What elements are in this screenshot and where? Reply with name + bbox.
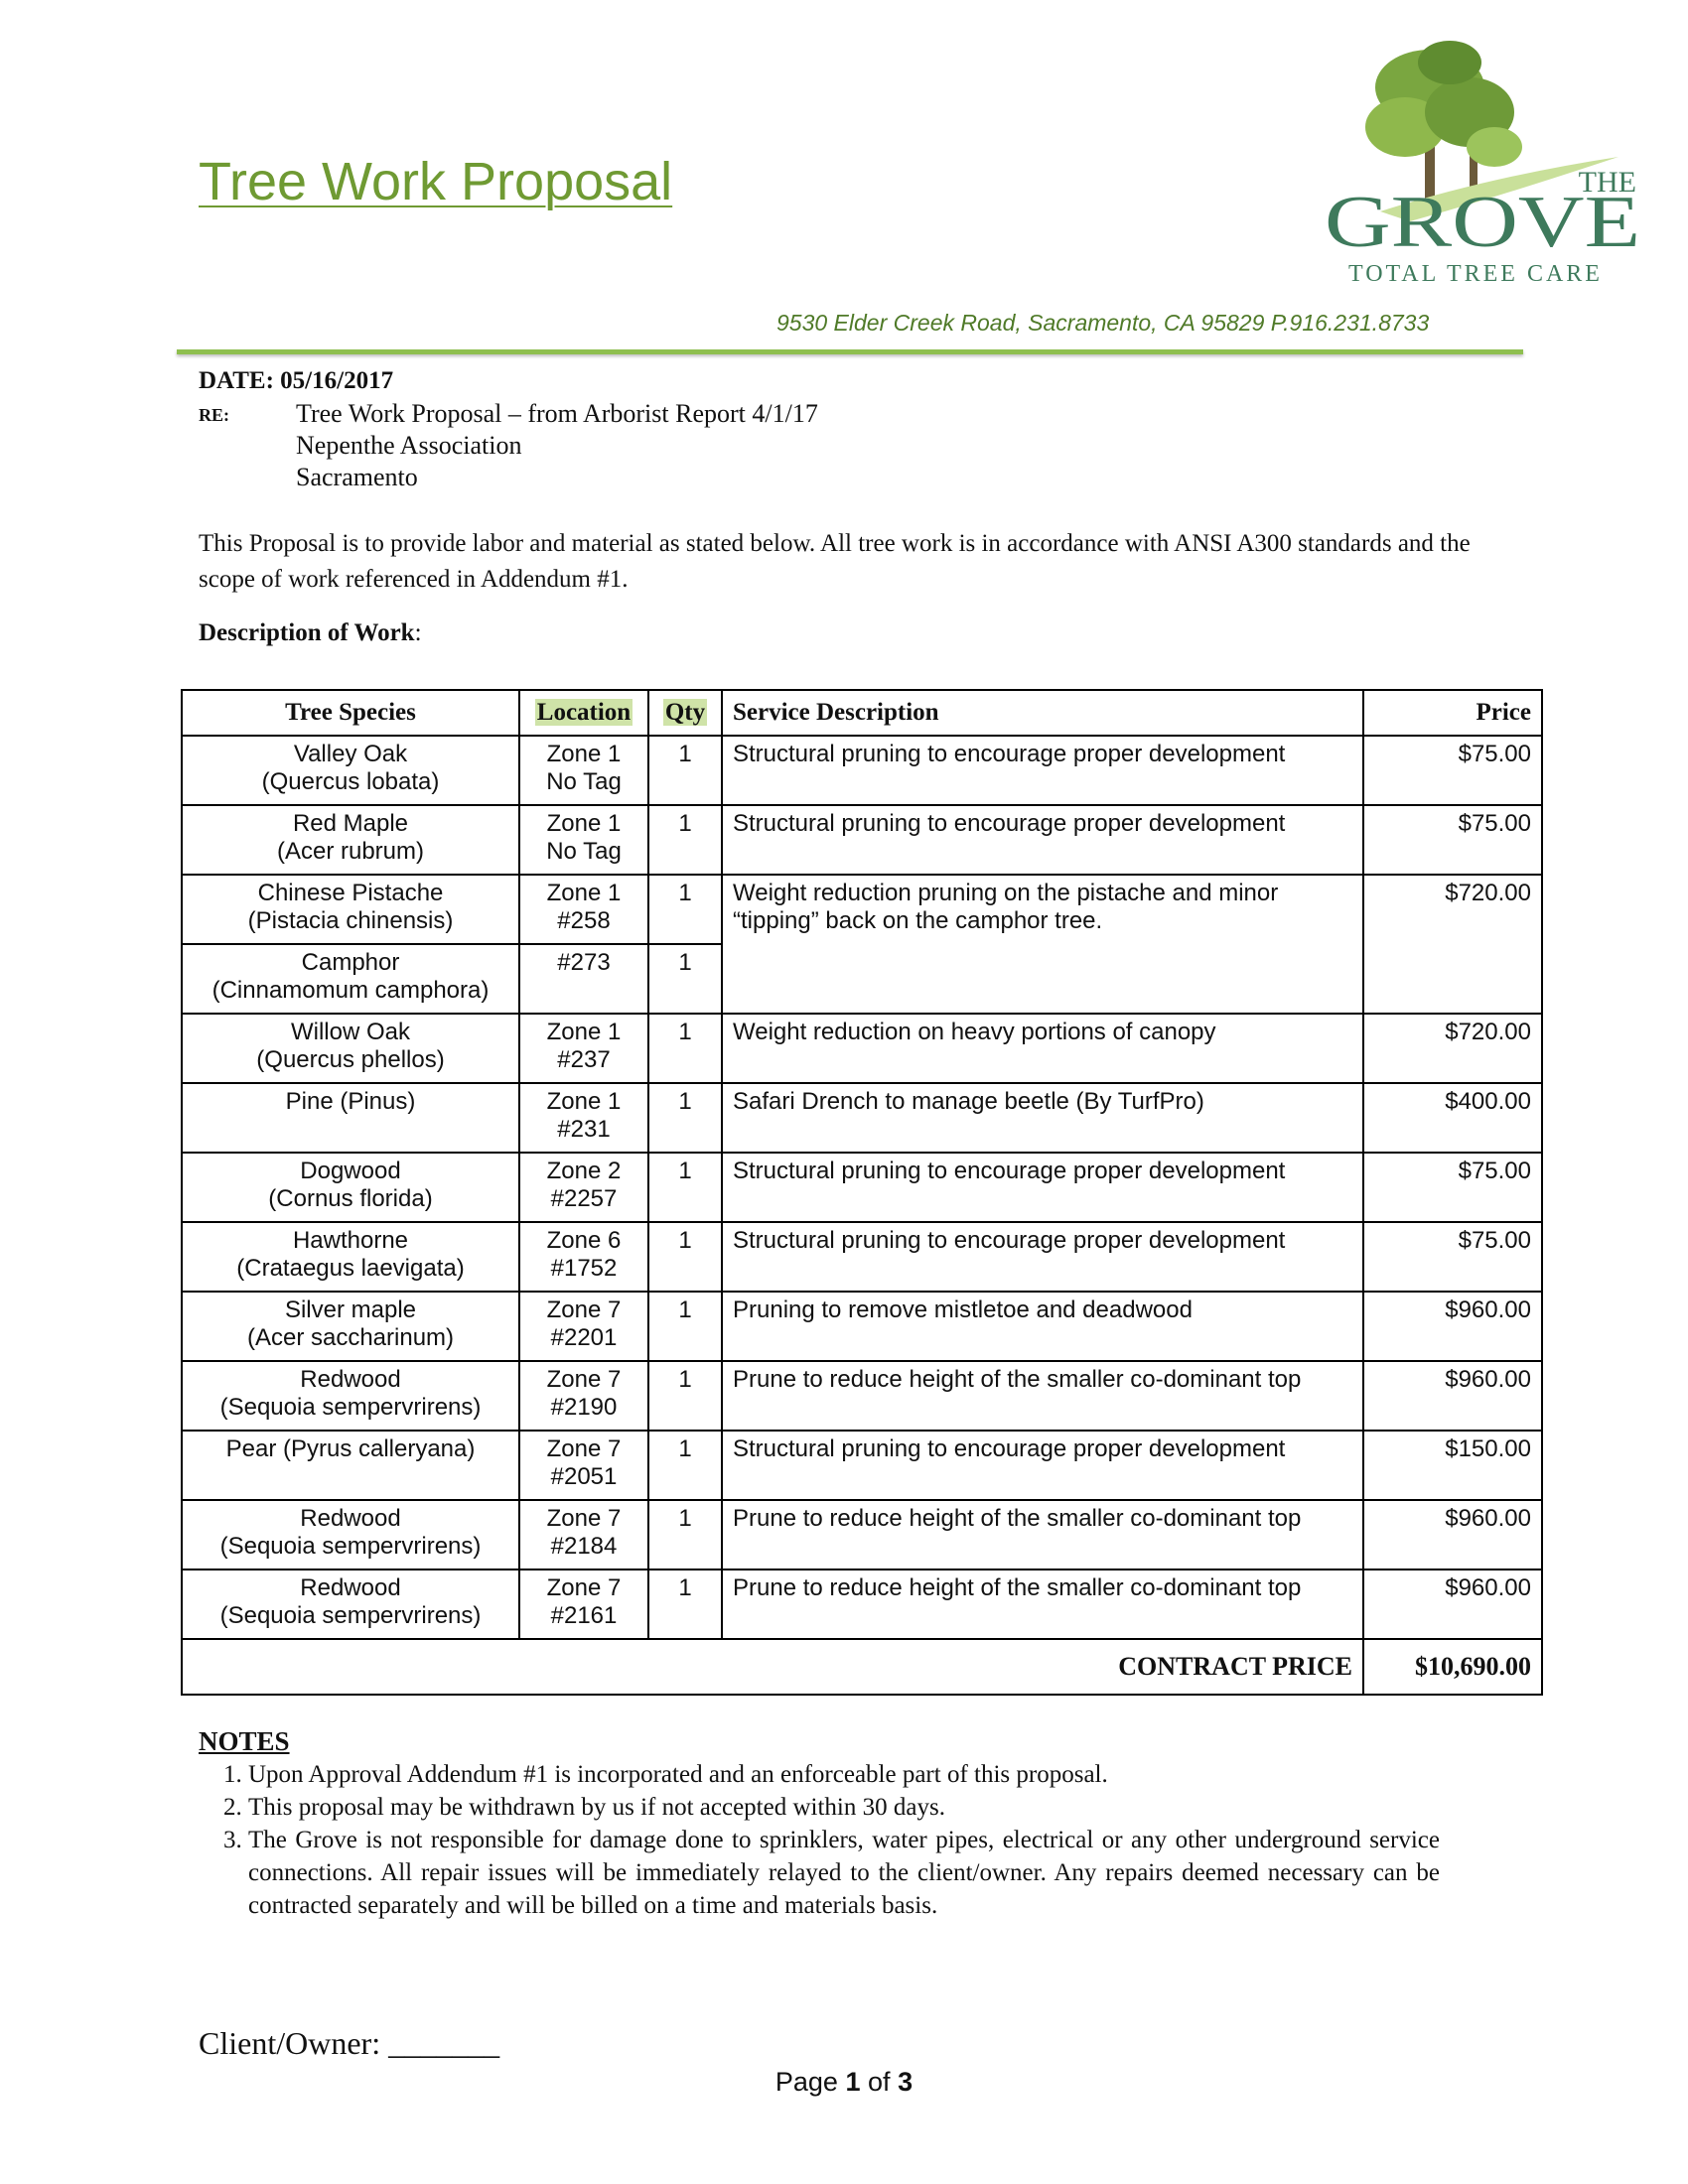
re-line-city: Sacramento bbox=[296, 463, 418, 491]
cell-qty: 1 bbox=[648, 1361, 722, 1431]
cell-qty: 1 bbox=[648, 1500, 722, 1570]
location-zone: Zone 7 bbox=[546, 1366, 622, 1393]
cell-qty: 1 bbox=[648, 944, 722, 1014]
location-tag: #2051 bbox=[550, 1463, 618, 1490]
location-tag: #258 bbox=[557, 907, 611, 934]
cell-price: $960.00 bbox=[1363, 1500, 1542, 1570]
cell-location bbox=[519, 1500, 648, 1570]
table-row bbox=[182, 1500, 1542, 1570]
location-tag: #2190 bbox=[550, 1394, 618, 1421]
location-zone: Zone 1 bbox=[546, 1088, 622, 1115]
table-row bbox=[182, 1222, 1542, 1292]
species-latin: (Crataegus laevigata) bbox=[236, 1255, 465, 1282]
location-zone: Zone 6 bbox=[546, 1227, 622, 1254]
cell-price-merged: $720.00 bbox=[1363, 875, 1542, 1014]
species-common: Chinese Pistache bbox=[257, 880, 444, 906]
cell-location bbox=[519, 875, 648, 944]
species-common: Silver maple bbox=[284, 1297, 417, 1323]
cell-service: Prune to reduce height of the smaller co-dominant top bbox=[722, 1500, 1363, 1570]
page-prefix: Page bbox=[774, 2067, 838, 2097]
cell-service: Weight reduction on heavy portions of canopy bbox=[722, 1014, 1363, 1083]
contract-price-label: CONTRACT PRICE bbox=[182, 1639, 1363, 1695]
species-common: Redwood bbox=[300, 1366, 401, 1393]
species-common: Redwood bbox=[300, 1505, 401, 1532]
cell-service: Structural pruning to encourage proper development bbox=[722, 1222, 1363, 1292]
note-item: 1. Upon Approval Addendum #1 is incorporated and an enforceable part of this proposal. bbox=[248, 1758, 1440, 1791]
species-latin: (Cornus florida) bbox=[268, 1185, 433, 1212]
cell-species bbox=[182, 875, 519, 944]
client-signature-line: Client/Owner: _______ bbox=[199, 2025, 500, 2061]
species-latin: (Sequoia sempervrirens) bbox=[219, 1533, 482, 1560]
header-service: Service Description bbox=[722, 690, 1363, 736]
notes-title: NOTES bbox=[199, 1726, 290, 1756]
table-row bbox=[182, 1014, 1542, 1083]
cell-species bbox=[182, 1153, 519, 1222]
cell-price: $960.00 bbox=[1363, 1292, 1542, 1361]
logo-tagline: TOTAL TREE CARE bbox=[1348, 261, 1603, 287]
table-row bbox=[182, 1292, 1542, 1361]
page-total: 3 bbox=[898, 2067, 914, 2097]
species-latin: (Acer rubrum) bbox=[276, 838, 425, 865]
cell-location bbox=[519, 1361, 648, 1431]
table-header-row bbox=[182, 690, 1542, 736]
species-common: Pine (Pinus) bbox=[285, 1088, 416, 1115]
location-zone: Zone 7 bbox=[546, 1505, 622, 1532]
location-zone: Zone 1 bbox=[546, 880, 622, 906]
species-common: Pear (Pyrus calleryana) bbox=[225, 1435, 476, 1462]
note-item: 2. This proposal may be withdrawn by us if not accepted within 30 days. bbox=[248, 1791, 1440, 1824]
table-row bbox=[182, 1431, 1542, 1500]
cell-location bbox=[519, 805, 648, 875]
cell-species bbox=[182, 1014, 519, 1083]
location-zone: Zone 7 bbox=[546, 1297, 622, 1323]
table-row bbox=[182, 1153, 1542, 1222]
species-latin: (Sequoia sempervrirens) bbox=[219, 1602, 482, 1629]
cell-service-merged: Weight reduction pruning on the pistache and minor “tipping” back on the camphor tree. bbox=[722, 875, 1363, 1014]
re-line-subject: Tree Work Proposal – from Arborist Report 4/1/17 bbox=[296, 399, 818, 428]
location-zone: Zone 7 bbox=[546, 1435, 622, 1462]
logo-the: THE bbox=[1578, 166, 1636, 199]
cell-qty: 1 bbox=[648, 1431, 722, 1500]
cell-species bbox=[182, 1222, 519, 1292]
note-item: 3. The Grove is not responsible for damage done to sprinklers, water pipes, electrical or any other underground service connections. All repair issues will be immediately relayed to the client/owner. Any repairs deemed necessary can be contracted separately and will be billed on a time and materials basis. bbox=[248, 1824, 1440, 1922]
description-label-text: Description of Work bbox=[199, 619, 415, 646]
cell-price: $75.00 bbox=[1363, 805, 1542, 875]
cell-species bbox=[182, 1083, 519, 1153]
header-location-text: Location bbox=[536, 699, 632, 726]
cell-price: $150.00 bbox=[1363, 1431, 1542, 1500]
location-tag: #2201 bbox=[550, 1324, 618, 1351]
species-common: Willow Oak bbox=[290, 1019, 410, 1045]
cell-location bbox=[519, 1014, 648, 1083]
species-common: Red Maple bbox=[292, 810, 409, 837]
cell-service: Structural pruning to encourage proper development bbox=[722, 736, 1363, 805]
cell-price: $75.00 bbox=[1363, 736, 1542, 805]
cell-price: $400.00 bbox=[1363, 1083, 1542, 1153]
cell-location bbox=[519, 1083, 648, 1153]
description-label-colon: : bbox=[414, 619, 422, 646]
location-tag: #2161 bbox=[550, 1602, 618, 1629]
cell-species bbox=[182, 1361, 519, 1431]
page-number bbox=[0, 2067, 1688, 2098]
location-tag: No Tag bbox=[546, 838, 622, 865]
cell-location bbox=[519, 1153, 648, 1222]
species-common: Dogwood bbox=[300, 1158, 401, 1184]
location-tag: #273 bbox=[557, 949, 611, 976]
header-species: Tree Species bbox=[182, 690, 519, 736]
company-address: 9530 Elder Creek Road, Sacramento, CA 95829 P.916.231.8733 bbox=[776, 310, 1430, 336]
location-tag: #237 bbox=[557, 1046, 611, 1073]
species-common: Redwood bbox=[300, 1574, 401, 1601]
cell-service: Structural pruning to encourage proper development bbox=[722, 1431, 1363, 1500]
cell-qty: 1 bbox=[648, 1083, 722, 1153]
species-latin: (Sequoia sempervrirens) bbox=[219, 1394, 482, 1421]
cell-qty: 1 bbox=[648, 1222, 722, 1292]
location-tag: #2184 bbox=[550, 1533, 618, 1560]
location-zone: Zone 7 bbox=[546, 1574, 622, 1601]
location-tag: #1752 bbox=[550, 1255, 618, 1282]
table-row bbox=[182, 875, 1542, 944]
cell-species bbox=[182, 805, 519, 875]
cell-location bbox=[519, 944, 648, 1014]
cell-price: $720.00 bbox=[1363, 1014, 1542, 1083]
location-zone: Zone 1 bbox=[546, 741, 622, 767]
species-latin: (Pistacia chinensis) bbox=[247, 907, 454, 934]
species-common: Valley Oak bbox=[293, 741, 408, 767]
location-tag: #2257 bbox=[550, 1185, 618, 1212]
cell-qty: 1 bbox=[648, 805, 722, 875]
re-line-client: Nepenthe Association bbox=[296, 431, 522, 460]
cell-qty: 1 bbox=[648, 1292, 722, 1361]
notes-section bbox=[199, 1725, 1440, 1922]
cell-species bbox=[182, 1292, 519, 1361]
location-zone: Zone 2 bbox=[546, 1158, 622, 1184]
table-row bbox=[182, 1083, 1542, 1153]
cell-qty: 1 bbox=[648, 736, 722, 805]
cell-location bbox=[519, 736, 648, 805]
cell-qty: 1 bbox=[648, 875, 722, 944]
species-latin: (Cinnamomum camphora) bbox=[211, 977, 490, 1004]
cell-location bbox=[519, 1570, 648, 1639]
location-tag: No Tag bbox=[546, 768, 622, 795]
re-label: RE: bbox=[199, 405, 229, 425]
contract-price-value: $10,690.00 bbox=[1363, 1639, 1542, 1695]
header-price: Price bbox=[1363, 690, 1542, 736]
table-row bbox=[182, 1361, 1542, 1431]
cell-service: Safari Drench to manage beetle (By TurfPro) bbox=[722, 1083, 1363, 1153]
cell-service: Prune to reduce height of the smaller co-dominant top bbox=[722, 1570, 1363, 1639]
cell-price: $960.00 bbox=[1363, 1570, 1542, 1639]
total-row bbox=[182, 1639, 1542, 1695]
page-current: 1 bbox=[845, 2067, 861, 2097]
page-of: of bbox=[868, 2067, 891, 2097]
proposal-date: DATE: 05/16/2017 bbox=[199, 367, 394, 394]
cell-service: Pruning to remove mistletoe and deadwood bbox=[722, 1292, 1363, 1361]
header-location bbox=[519, 690, 648, 736]
description-label bbox=[199, 619, 422, 647]
cell-qty: 1 bbox=[648, 1153, 722, 1222]
cell-qty: 1 bbox=[648, 1014, 722, 1083]
species-latin: (Quercus phellos) bbox=[256, 1046, 445, 1073]
header-qty bbox=[648, 690, 722, 736]
header-divider bbox=[177, 349, 1523, 354]
cell-location bbox=[519, 1431, 648, 1500]
cell-species bbox=[182, 1570, 519, 1639]
species-common: Camphor bbox=[301, 949, 400, 976]
cell-location bbox=[519, 1222, 648, 1292]
notes-list bbox=[199, 1758, 1440, 1922]
cell-species bbox=[182, 1500, 519, 1570]
header-qty-text: Qty bbox=[664, 699, 706, 726]
table-row bbox=[182, 1570, 1542, 1639]
cell-price: $960.00 bbox=[1363, 1361, 1542, 1431]
page-title: Tree Work Proposal bbox=[199, 152, 673, 211]
logo-grove: GROVE bbox=[1325, 182, 1640, 263]
cell-location bbox=[519, 1292, 648, 1361]
location-zone: Zone 1 bbox=[546, 1019, 622, 1045]
cell-species bbox=[182, 1431, 519, 1500]
cell-price: $75.00 bbox=[1363, 1153, 1542, 1222]
species-latin: (Acer saccharinum) bbox=[246, 1324, 455, 1351]
cell-service: Structural pruning to encourage proper development bbox=[722, 805, 1363, 875]
location-zone: Zone 1 bbox=[546, 810, 622, 837]
table-row bbox=[182, 805, 1542, 875]
cell-species bbox=[182, 944, 519, 1014]
table-row bbox=[182, 736, 1542, 805]
work-table bbox=[181, 689, 1543, 1696]
location-tag: #231 bbox=[557, 1116, 611, 1143]
cell-price: $75.00 bbox=[1363, 1222, 1542, 1292]
cell-species bbox=[182, 736, 519, 805]
intro-paragraph: This Proposal is to provide labor and material as stated below. All tree work is in accordance with ANSI A300 standards and the scope of work referenced in Addendum #1. bbox=[199, 530, 1471, 593]
cell-service: Structural pruning to encourage proper development bbox=[722, 1153, 1363, 1222]
cell-qty: 1 bbox=[648, 1570, 722, 1639]
company-logo bbox=[1321, 38, 1648, 296]
species-latin: (Quercus lobata) bbox=[261, 768, 440, 795]
species-common: Hawthorne bbox=[292, 1227, 409, 1254]
cell-service: Prune to reduce height of the smaller co-dominant top bbox=[722, 1361, 1363, 1431]
